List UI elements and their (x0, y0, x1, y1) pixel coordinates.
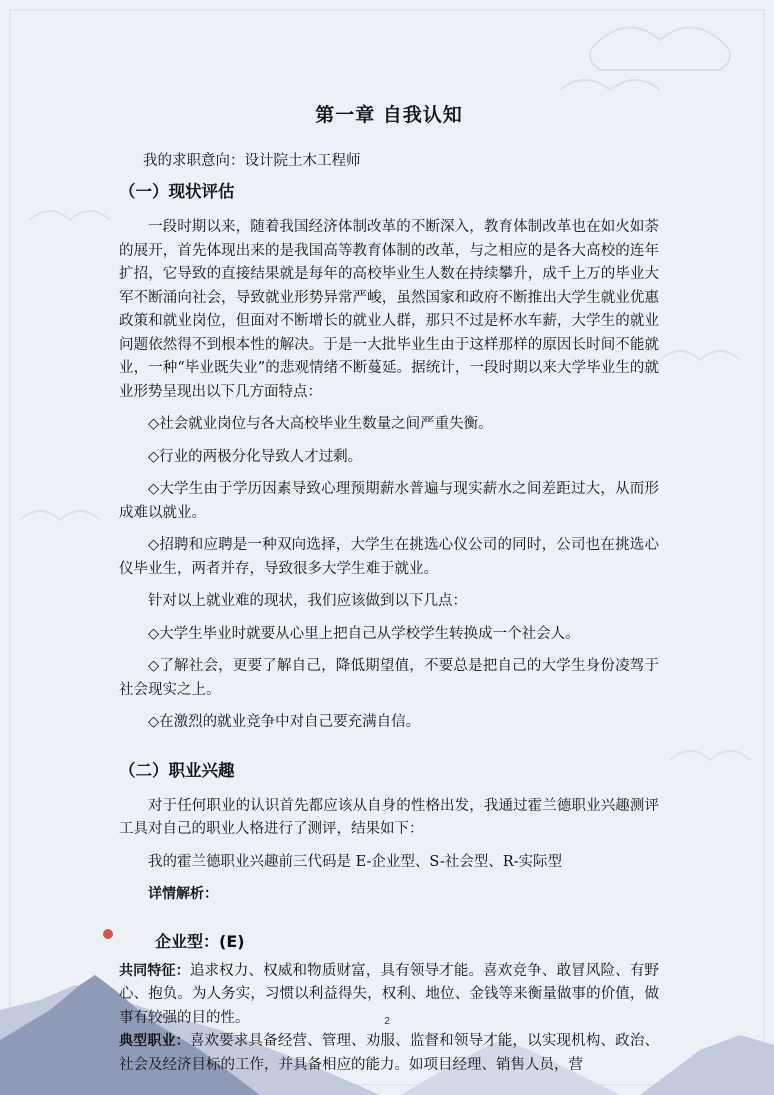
chapter-title: 第一章 自我认知 (315, 104, 463, 126)
typical-jobs-text: 喜欢要求具备经营、管理、劝服、监督和领导才能，以实现机构、政治、社会及经济目标的工作，并具备相应的能力。如项目经理、销售人员，营 (119, 1033, 660, 1073)
measure-item: ◇了解社会，更要了解自己，降低期望值，不要总是把自己的大学生身份凌驾于社会现实之上。 (119, 658, 659, 698)
section-title-career-interest: （二）职业兴趣 (119, 760, 235, 780)
red-sun-dot (103, 929, 113, 939)
common-traits-text: 追求权力、权威和物质财富，具有领导才能。喜欢竞争、敢冒风险、有野心、抱负。为人务实，习惯以利益得失，权利、地位、金钱等来衡量做事的价值，做事有较强的目的性。 (119, 962, 660, 1026)
measures-intro: 针对以上就业难的现状，我们应该做到以下几点： (148, 593, 467, 609)
section2-intro: 对于任何职业的认识首先都应该从自身的性格出发，我通过霍兰德职业兴趣测评工具对自己的职业人格进行了测评，结果如下： (119, 797, 659, 837)
page-number: 2 (384, 1016, 390, 1027)
cloud-pattern-left (20, 211, 110, 520)
section1-intro: 一段时期以来，随着我国经济体制改革的不断深入，教育体制改革也在如火如荼的展开，首先体现出来的是我国高等教育体制的改革，与之相应的是各大高校的连年扩招，它导致的直接结果就是每年的高校毕业生人数在持续攀升，成千上万的毕业大军不断涌向社会，导致就业形势异常严峻，虽然国家和政府不断推出大学生就业优惠政策和就业岗位，但面对不断增长的就业人群，那只不过是杯水车薪，大学生的就业问题依然得不到根本性的解决。于是一大批毕业生由于这样那样的原因长时间不能就业，一种“毕业既失业”的悲观情绪不断蔓延。据统计，一段时期以来大学毕业生的就业形势呈现出以下几方面特点： (119, 219, 659, 400)
job-intent: 我的求职意向：设计院土木工程师 (143, 153, 361, 169)
typical-jobs (119, 1030, 659, 1077)
detail-label: 详情解析： (148, 886, 218, 902)
feature-item: ◇招聘和应聘是一种双向选择，大学生在挑选心仪公司的同时，公司也在挑选心仪毕业生，两者并存，导致很多大学生难于就业。 (119, 537, 659, 577)
detail-label-line (119, 883, 659, 907)
typical-jobs-label: 典型职业： (119, 1033, 190, 1049)
measure-item: ◇在激烈的就业竞争中对自己要充满自信。 (148, 714, 421, 730)
holland-result: 我的霍兰德职业兴趣前三代码是 E-企业型、S-社会型、R-实际型 (148, 853, 563, 870)
measure-item: ◇大学生毕业时就要从心里上把自己从学校学生转换成一个社会人。 (148, 625, 580, 642)
feature-item: ◇社会就业岗位与各大高校毕业生数量之间严重失衡。 (148, 416, 493, 432)
document-body (119, 100, 659, 1077)
feature-item: ◇行业的两极分化导致人才过剩。 (148, 448, 363, 465)
common-traits-label: 共同特征： (119, 962, 190, 979)
cloud-pattern-top-right (560, 28, 730, 91)
type-title-enterprising: 企业型：(E) (155, 931, 245, 951)
cloud-pattern-right (660, 351, 750, 760)
mountain-right (640, 1035, 774, 1095)
feature-item: ◇大学生由于学历因素导致心理预期薪水普遍与现实薪水之间差距过大，从而形成难以就业。 (119, 481, 659, 521)
section-title-current-assessment: （一）现状评估 (119, 182, 235, 201)
